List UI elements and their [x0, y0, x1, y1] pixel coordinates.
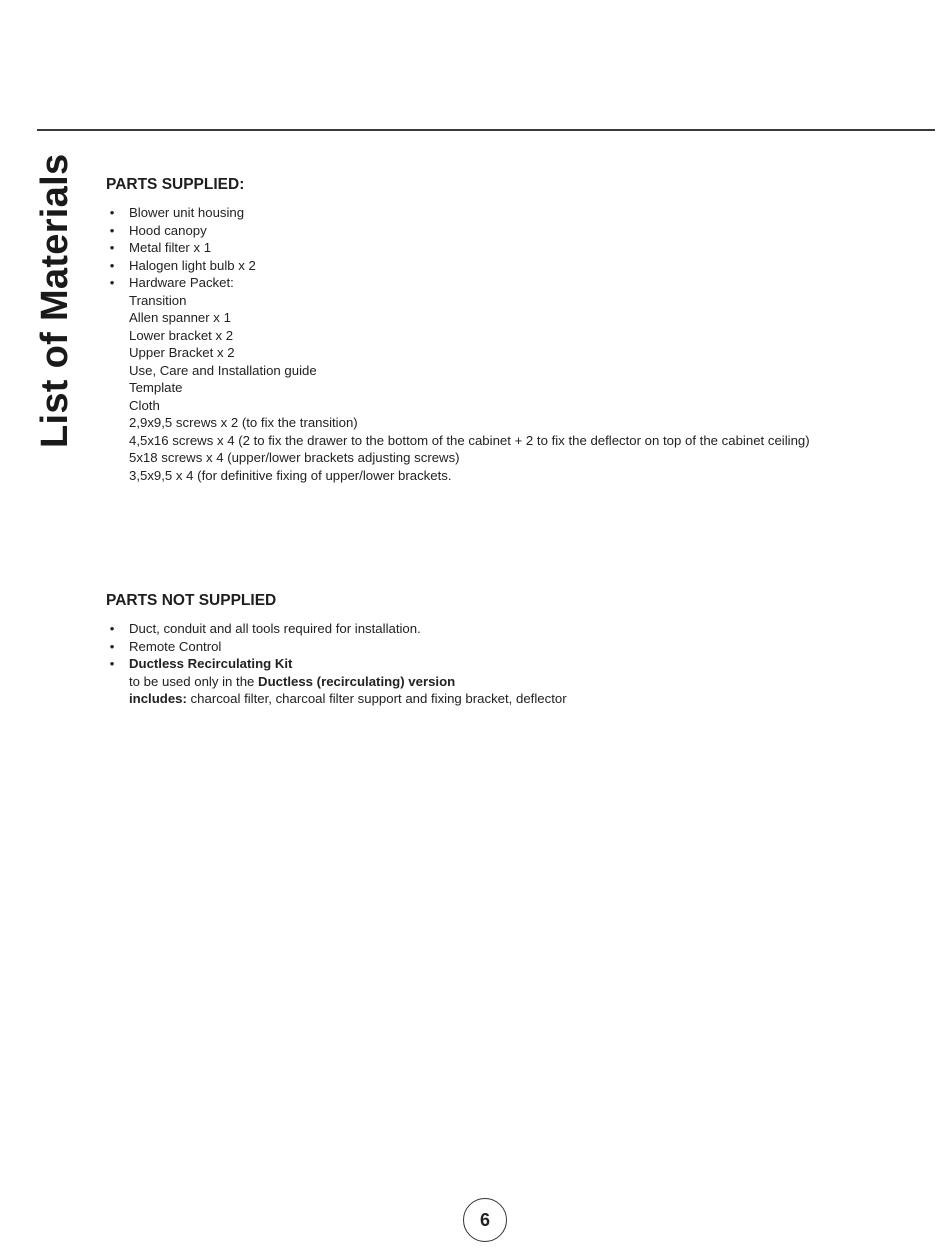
hardware-line: Lower bracket x 2: [129, 327, 234, 343]
page-number: 6: [463, 1198, 507, 1242]
parts-not-supplied-heading: PARTS NOT SUPPLIED: [106, 592, 277, 609]
list-item: • Hood canopy: [109, 222, 207, 238]
header-rule: [37, 129, 935, 131]
list-item-kit: • Ductless Recirculating Kit: [109, 656, 293, 671]
hardware-line: Transition: [129, 292, 187, 308]
parts-supplied-list: [106, 204, 810, 292]
kit-usage-line: to be used only in the Ductless (recirculating) version: [129, 673, 456, 689]
side-title: List of Materials: [34, 153, 76, 448]
parts-not-supplied-section: [106, 591, 567, 708]
kit-includes-line: includes: charcoal filter, charcoal filter support and fixing bracket, deflector: [129, 691, 567, 706]
hardware-line: 4,5x16 screws x 4 (2 to fix the drawer to the bottom of the cabinet + 2 to fix the deflector on top of the cabinet ceiling): [129, 432, 810, 448]
list-item: • Hardware Packet:: [109, 275, 234, 290]
list-item: • Blower unit housing: [109, 205, 245, 220]
list-item: • Halogen light bulb x 2: [109, 257, 256, 273]
hardware-line: 5x18 screws x 4 (upper/lower brackets adjusting screws): [129, 450, 460, 465]
hardware-line: Upper Bracket x 2: [129, 345, 235, 360]
hardware-line: 2,9x9,5 screws x 2 (to fix the transition): [129, 415, 358, 430]
list-item: • Metal filter x 1: [109, 240, 212, 255]
hardware-packet-contents: [106, 292, 810, 485]
parts-not-supplied-list: [106, 620, 567, 673]
list-item: • Duct, conduit and all tools required for installation.: [109, 621, 421, 636]
hardware-line: Allen spanner x 1: [129, 310, 231, 325]
list-item: • Remote Control: [109, 638, 222, 654]
parts-supplied-section: [106, 175, 810, 484]
parts-supplied-heading: PARTS SUPPLIED:: [106, 176, 245, 193]
hardware-line: 3,5x9,5 x 4 (for definitive fixing of upper/lower brackets.: [129, 467, 452, 483]
hardware-line: Use, Care and Installation guide: [129, 362, 317, 378]
hardware-line: Cloth: [129, 397, 160, 413]
hardware-line: Template: [129, 380, 183, 395]
